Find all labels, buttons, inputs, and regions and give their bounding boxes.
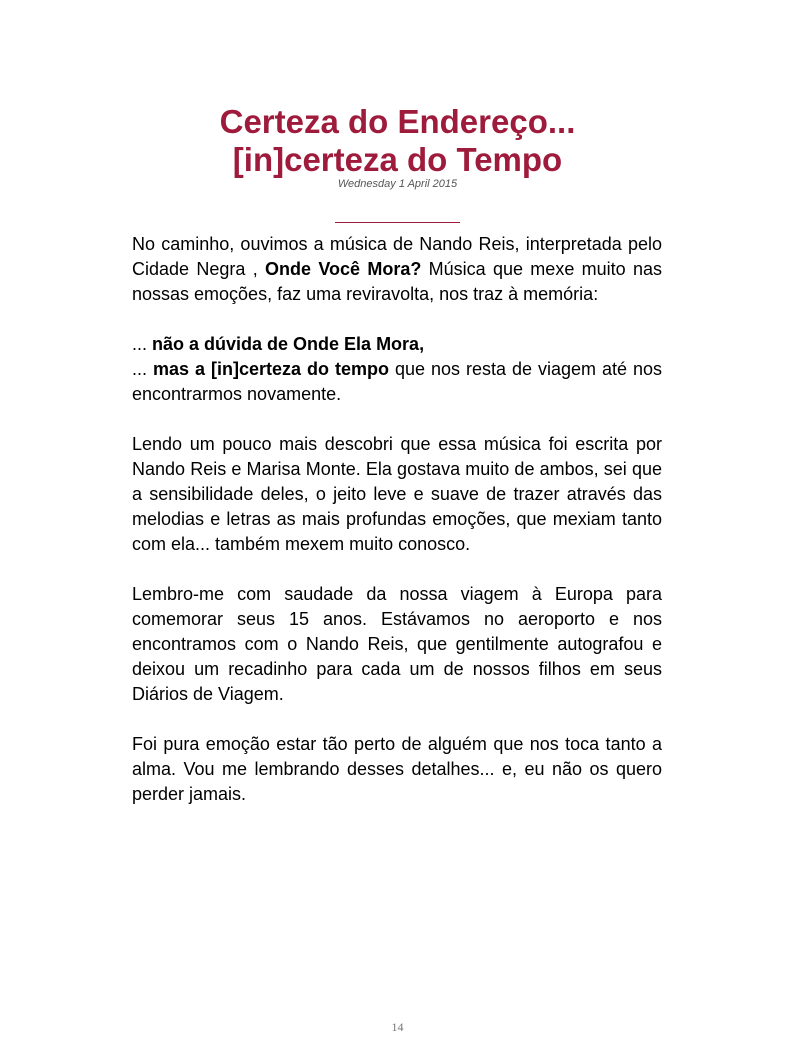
paragraph-2-bold-1: não a dúvida de Onde Ela Mora, [152, 334, 425, 354]
paragraph-1 [132, 232, 662, 307]
paragraph-2-prefix-2: ... [132, 359, 153, 379]
article-body [132, 232, 662, 832]
title-divider [335, 222, 460, 223]
paragraph-5: Foi pura emoção estar tão perto de alguém que nos toca tanto a alma. Vou me lembrando desses detalhes... e, eu não os quero perder jamais. [132, 734, 662, 804]
paragraph-2-prefix-1: ... [132, 334, 153, 354]
paragraph-4: Lembro-me com saudade da nossa viagem à Europa para comemorar seus 15 anos. Estávamos no aeroporto e nos encontramos com o Nando Reis, que gentilmente autografou e deixou um recadinho para cada um de nossos filhos em seus Diários de Viagem. [132, 584, 662, 704]
song-title: Onde Você Mora? [265, 259, 422, 279]
paragraph-1-text-a: No caminho, ouvimos a música de Nando Reis, interpretada pelo Cidade Negra , [132, 234, 662, 279]
paragraph-2 [132, 332, 662, 407]
paragraph-1-text-b: Música que mexe muito nas nossas emoções, faz uma reviravolta, nos traz à memória: [132, 259, 662, 304]
page-title-line-2: [in]certeza do Tempo [232, 141, 563, 178]
page-title-line-1: Certeza do Endereço... [219, 103, 576, 140]
post-date: Wednesday 1 April 2015 [337, 178, 458, 190]
paragraph-2-rest: que nos resta de viagem até nos encontrarmos novamente. [132, 359, 662, 404]
paragraph-3: Lendo um pouco mais descobri que essa música foi escrita por Nando Reis e Marisa Monte. Ela gostava muito de ambos, sei que a sensibilidade deles, o jeito leve e suave de trazer através das melodias e letras as mais profundas emoções, que mexiam tanto com ela... também mexem muito conosco. [132, 434, 662, 554]
paragraph-2-bold-2: mas a [in]certeza do tempo [152, 359, 389, 379]
page-number: 14 [391, 1020, 404, 1034]
